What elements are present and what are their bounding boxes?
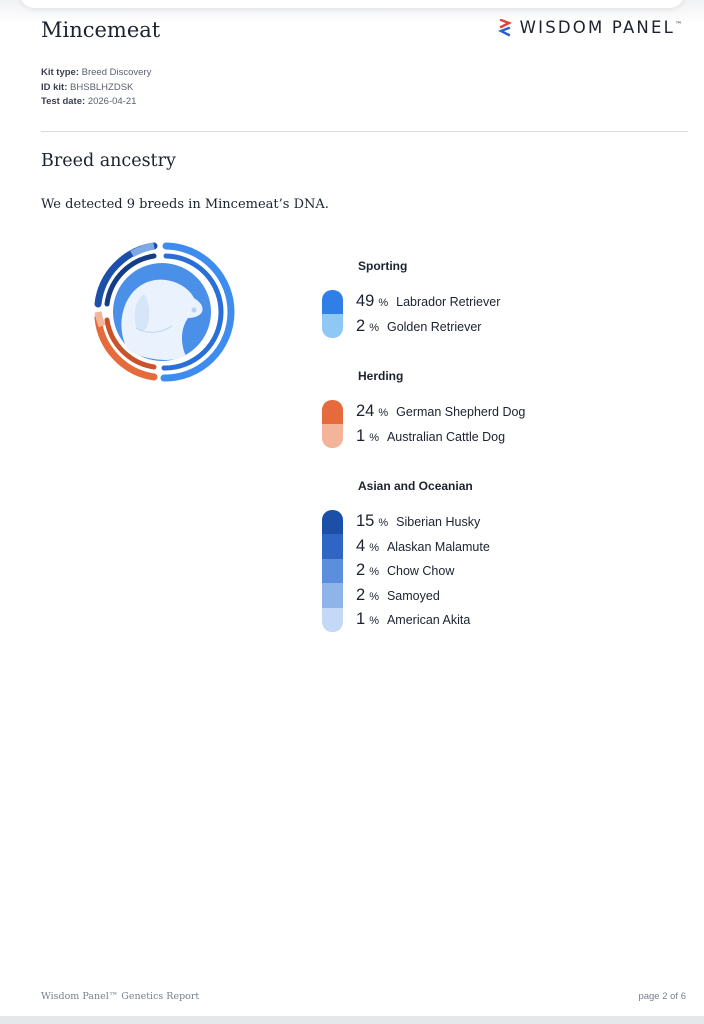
bar-seg-chow-chow — [322, 559, 343, 583]
breed-row: 49 % Labrador Retriever — [356, 292, 501, 310]
breed-row: 1 % Australian Cattle Dog — [356, 427, 506, 445]
bar-seg-samoyed — [322, 583, 343, 607]
kit-meta — [41, 66, 151, 110]
footer-page-number: page 2 of 6 — [638, 991, 686, 1002]
wisdom-panel-icon — [498, 19, 512, 37]
group-title-asian-oceanian: Asian and Oceanian — [358, 479, 473, 493]
ancestry-ring-chart — [88, 238, 236, 386]
breed-row: 1 % American Akita — [356, 610, 471, 628]
bar-seg-german-shepherd — [322, 400, 343, 424]
id-kit: ID kit: BHSBLHZDSK — [41, 81, 134, 93]
group-bar-asian-oceanian — [322, 510, 343, 632]
divider — [41, 131, 688, 132]
bar-seg-malamute — [322, 534, 343, 558]
bar-seg-labrador — [322, 290, 343, 314]
breed-row: 4 % Alaskan Malamute — [356, 537, 490, 555]
bottom-band — [0, 1016, 704, 1024]
breed-row: 2 % Samoyed — [356, 586, 440, 604]
test-date: Test date: 2026-04-21 — [41, 96, 137, 107]
breed-row: 15 % Siberian Husky — [356, 512, 481, 530]
bar-seg-cattle-dog — [322, 424, 343, 448]
dog-name: Mincemeat — [41, 18, 161, 42]
breed-row: 24 % German Shepherd Dog — [356, 402, 526, 420]
brand-logo — [498, 18, 682, 37]
section-title: Breed ancestry — [41, 151, 176, 171]
breed-row: 2 % Golden Retriever — [356, 317, 482, 335]
bar-seg-husky — [322, 510, 343, 534]
group-bar-herding — [322, 400, 343, 448]
footer-report-name: Wisdom Panel™ Genetics Report — [41, 991, 200, 1002]
brand-name: WISDOM PANEL™ — [519, 18, 682, 37]
group-title-herding: Herding — [358, 369, 404, 383]
breed-row: 2 % Chow Chow — [356, 561, 455, 579]
group-title-sporting: Sporting — [358, 259, 408, 273]
bar-seg-akita — [322, 608, 343, 632]
breed-intro: We detected 9 breeds in Mincemeat’s DNA. — [41, 197, 329, 212]
ring-segment-asian-minor — [132, 246, 154, 254]
kit-type: Kit type: Breed Discovery — [41, 67, 152, 78]
group-bar-sporting — [322, 290, 343, 338]
bar-seg-golden — [322, 314, 343, 338]
browser-top-bar — [20, 0, 684, 8]
ring-segment-cattle-dog — [98, 312, 102, 326]
